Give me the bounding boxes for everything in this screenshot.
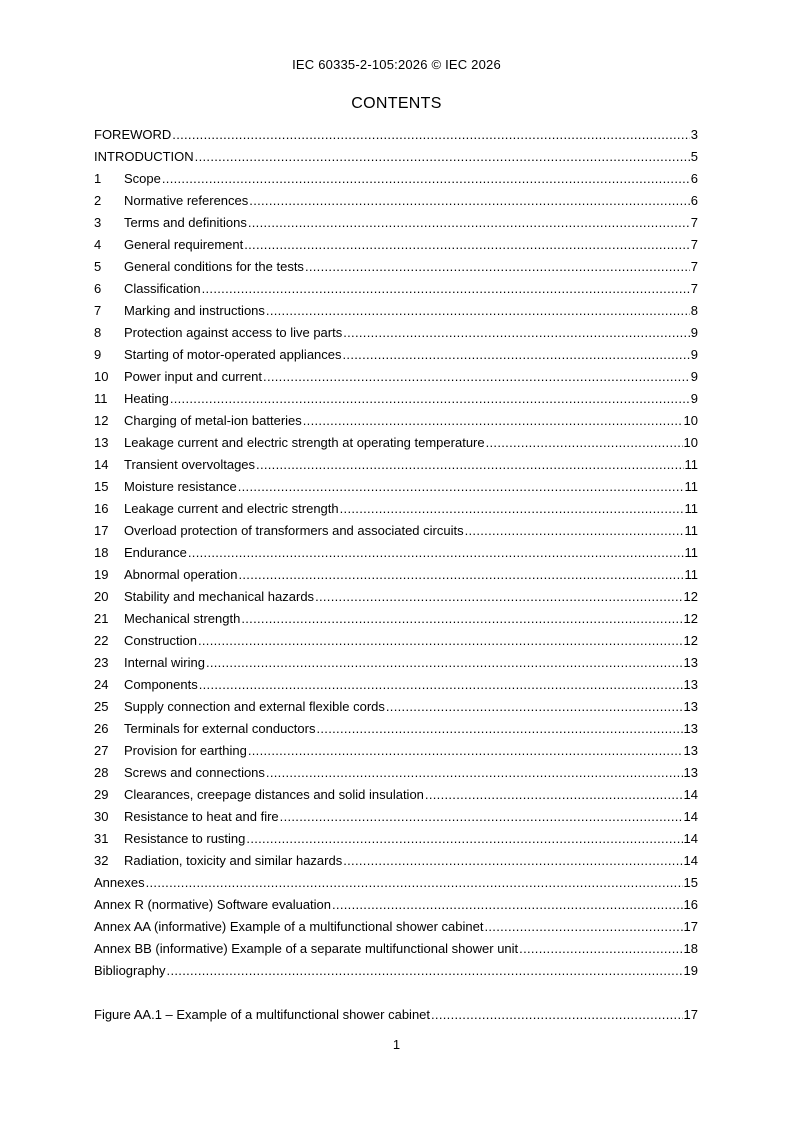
dot-leader [519,938,682,960]
toc-entry[interactable] [94,784,698,806]
toc-entry-page: 12 [683,633,698,648]
toc-entry[interactable] [94,762,698,784]
dot-leader [425,784,683,806]
toc-entry-number: 14 [94,457,109,472]
toc-entry[interactable] [94,674,698,696]
figure-entry[interactable] [94,1004,698,1026]
toc-entry-number: 30 [94,809,109,824]
toc-entry-label: Heating [124,391,169,406]
toc-entry-number: 25 [94,699,109,714]
toc-entry-number: 2 [94,193,102,208]
toc-entry-number: 19 [94,567,109,582]
toc-entry-page: 18 [683,941,698,956]
dot-leader [266,300,690,322]
toc-entry-number: 3 [94,215,102,230]
toc-entry-label: Annex AA (informative) Example of a multifunctional shower cabinet [94,919,484,934]
toc-entry[interactable] [94,212,698,234]
toc-entry[interactable] [94,300,698,322]
toc-entry[interactable] [94,564,698,586]
toc-entry-page: 13 [683,655,698,670]
dot-leader [172,124,689,146]
toc-entry-label: Stability and mechanical hazards [124,589,315,604]
dot-leader [343,344,690,366]
toc-entry-label: Moisture resistance [124,479,237,494]
dot-leader [316,718,682,740]
table-of-contents [94,124,698,1026]
toc-entry[interactable] [94,498,698,520]
toc-entry-page: 16 [683,897,698,912]
dot-leader [248,212,690,234]
dot-leader [280,806,683,828]
toc-entry[interactable] [94,520,698,542]
document-header: IEC 60335-2-105:2026 © IEC 2026 [292,57,501,72]
toc-entry-page: 14 [683,853,698,868]
dot-leader [343,322,690,344]
toc-entry-page: 6 [690,193,698,208]
toc-entry-number: 1 [94,171,102,186]
toc-entry-number: 27 [94,743,109,758]
toc-entry-page: 10 [683,435,698,450]
toc-entry-label: Bibliography [94,963,166,978]
dot-leader [248,740,683,762]
dot-leader [465,520,684,542]
toc-entry-number: 5 [94,259,102,274]
toc-entry-label: Charging of metal-ion batteries [124,413,302,428]
toc-entry-number: 20 [94,589,109,604]
toc-entry-label: Resistance to heat and fire [124,809,279,824]
toc-entry-number: 28 [94,765,109,780]
dot-leader [249,190,689,212]
toc-entry-page: 13 [683,677,698,692]
dot-leader [340,498,684,520]
toc-entry-label: Components [124,677,198,692]
dot-leader [386,696,683,718]
toc-entry-page: 17 [683,1007,698,1022]
toc-entry-page: 19 [683,963,698,978]
toc-entry-label: Mechanical strength [124,611,241,626]
toc-entry-page: 3 [690,127,698,142]
toc-entry-number: 21 [94,611,109,626]
toc-entry-label: Protection against access to live parts [124,325,343,340]
dot-leader [343,850,682,872]
toc-entry-page: 7 [690,215,698,230]
toc-entry-page: 13 [683,721,698,736]
dot-leader [263,366,690,388]
toc-entry[interactable] [94,454,698,476]
toc-entry-page: 7 [690,237,698,252]
toc-entry-number: 10 [94,369,109,384]
toc-entry-number: 7 [94,303,102,318]
dot-leader [241,608,682,630]
toc-entry-number: 24 [94,677,109,692]
toc-entry[interactable] [94,718,698,740]
toc-entry-page: 11 [684,567,698,582]
toc-entry[interactable] [94,388,698,410]
toc-entry-page: 9 [690,391,698,406]
toc-entry[interactable] [94,850,698,872]
toc-entry-label: Marking and instructions [124,303,265,318]
toc-entry-page: 12 [683,611,698,626]
dot-leader [332,894,683,916]
toc-entry-label: Internal wiring [124,655,205,670]
toc-entry[interactable] [94,124,698,146]
page-title: CONTENTS [351,95,442,112]
toc-entry[interactable] [94,542,698,564]
toc-entry[interactable] [94,806,698,828]
dot-leader [195,146,690,168]
toc-entry-page: 13 [683,743,698,758]
dot-leader [199,674,683,696]
toc-entry[interactable] [94,344,698,366]
toc-entry[interactable] [94,960,698,982]
toc-entry-label: Transient overvoltages [124,457,256,472]
dot-leader [315,586,682,608]
spacer [94,982,698,1004]
toc-entry-number: 8 [94,325,102,340]
toc-entry-page: 13 [683,765,698,780]
dot-leader [238,564,683,586]
toc-entry-label: Radiation, toxicity and similar hazards [124,853,343,868]
toc-entry-page: 7 [690,281,698,296]
toc-entry-label: Terms and definitions [124,215,247,230]
toc-entry-label: Classification [124,281,201,296]
toc-entry-label: Annex BB (informative) Example of a separate multifunctional shower unit [94,941,519,956]
toc-entry[interactable] [94,872,698,894]
toc-entry-page: 6 [690,171,698,186]
dot-leader [484,916,682,938]
dot-leader [198,630,683,652]
toc-entry[interactable] [94,938,698,960]
toc-entry[interactable] [94,322,698,344]
toc-entry-label: Supply connection and external flexible cords [124,699,385,714]
toc-entry-number: 22 [94,633,109,648]
toc-entry[interactable] [94,190,698,212]
toc-entry-page: 5 [690,149,698,164]
toc-entry[interactable] [94,740,698,762]
toc-entry[interactable] [94,586,698,608]
toc-entry-number: 4 [94,237,102,252]
figure-entry-label: Figure AA.1 – Example of a multifunctional shower cabinet [94,1007,431,1022]
toc-entry-page: 10 [683,413,698,428]
toc-entry-label: Starting of motor-operated appliances [124,347,342,362]
toc-entry[interactable] [94,410,698,432]
toc-entry[interactable] [94,630,698,652]
toc-entry-label: Terminals for external conductors [124,721,316,736]
toc-entry-label: General requirement [124,237,244,252]
toc-entry-label: FOREWORD [94,127,172,142]
dot-leader [238,476,684,498]
toc-entry[interactable] [94,476,698,498]
toc-entry-label: Resistance to rusting [124,831,246,846]
toc-entry-number: 12 [94,413,109,428]
toc-entry-number: 17 [94,523,109,538]
toc-entry-label: Leakage current and electric strength at operating temperature [124,435,485,450]
dot-leader [170,388,690,410]
toc-entry-label: Provision for earthing [124,743,247,758]
toc-entry-number: 15 [94,479,109,494]
toc-entry-page: 17 [683,919,698,934]
toc-entry[interactable] [94,916,698,938]
toc-entry-label: Abnormal operation [124,567,238,582]
toc-entry-page: 9 [690,347,698,362]
toc-entry[interactable] [94,894,698,916]
toc-entry-number: 32 [94,853,109,868]
toc-entry[interactable] [94,234,698,256]
toc-entry-label: Clearances, creepage distances and solid insulation [124,787,424,802]
dot-leader [244,234,690,256]
toc-entry-number: 18 [94,545,109,560]
dot-leader [146,872,683,894]
toc-entry-page: 9 [690,325,698,340]
toc-entry[interactable] [94,366,698,388]
dot-leader [202,278,690,300]
toc-entry[interactable] [94,168,698,190]
toc-entry-label: Endurance [124,545,187,560]
dot-leader [167,960,683,982]
toc-entry-page: 11 [684,501,698,516]
toc-entry-number: 11 [94,391,108,406]
toc-entry-number: 26 [94,721,109,736]
toc-entry-number: 31 [94,831,109,846]
dot-leader [431,1004,683,1026]
dot-leader [303,410,683,432]
toc-entry[interactable] [94,146,698,168]
dot-leader [206,652,683,674]
dot-leader [266,762,683,784]
toc-entry-number: 9 [94,347,102,362]
dot-leader [256,454,683,476]
toc-entry-page: 11 [684,545,698,560]
toc-entry-label: Scope [124,171,161,186]
toc-entry[interactable] [94,652,698,674]
toc-entry-page: 14 [683,787,698,802]
toc-entry-label: Overload protection of transformers and associated circuits [124,523,464,538]
toc-entry-page: 14 [683,809,698,824]
toc-entry-page: 9 [690,369,698,384]
toc-entry[interactable] [94,828,698,850]
toc-entry-label: Leakage current and electric strength [124,501,339,516]
toc-entry[interactable] [94,608,698,630]
toc-entry-number: 16 [94,501,109,516]
toc-entry-page: 13 [683,699,698,714]
toc-entry-label: General conditions for the tests [124,259,304,274]
toc-entry-number: 29 [94,787,109,802]
toc-entry[interactable] [94,696,698,718]
toc-entry-label: INTRODUCTION [94,149,194,164]
dot-leader [246,828,682,850]
toc-entry[interactable] [94,432,698,454]
toc-entry-label: Construction [124,633,197,648]
toc-entry[interactable] [94,278,698,300]
toc-entry[interactable] [94,256,698,278]
toc-entry-page: 15 [683,875,698,890]
toc-entry-number: 6 [94,281,102,296]
dot-leader [162,168,690,190]
toc-entry-label: Power input and current [124,369,263,384]
toc-entry-label: Normative references [124,193,249,208]
toc-entry-page: 11 [684,457,698,472]
dot-leader [188,542,684,564]
dot-leader [305,256,690,278]
toc-entry-page: 12 [683,589,698,604]
dot-leader [486,432,683,454]
toc-entry-page: 14 [683,831,698,846]
toc-entry-page: 8 [690,303,698,318]
toc-entry-label: Annexes [94,875,145,890]
toc-entry-label: Screws and connections [124,765,265,780]
toc-entry-number: 23 [94,655,109,670]
toc-entry-page: 11 [684,479,698,494]
toc-entry-page: 7 [690,259,698,274]
toc-entry-label: Annex R (normative) Software evaluation [94,897,332,912]
toc-entry-page: 11 [684,523,698,538]
toc-entry-number: 13 [94,435,109,450]
page-number: 1 [392,1037,401,1052]
